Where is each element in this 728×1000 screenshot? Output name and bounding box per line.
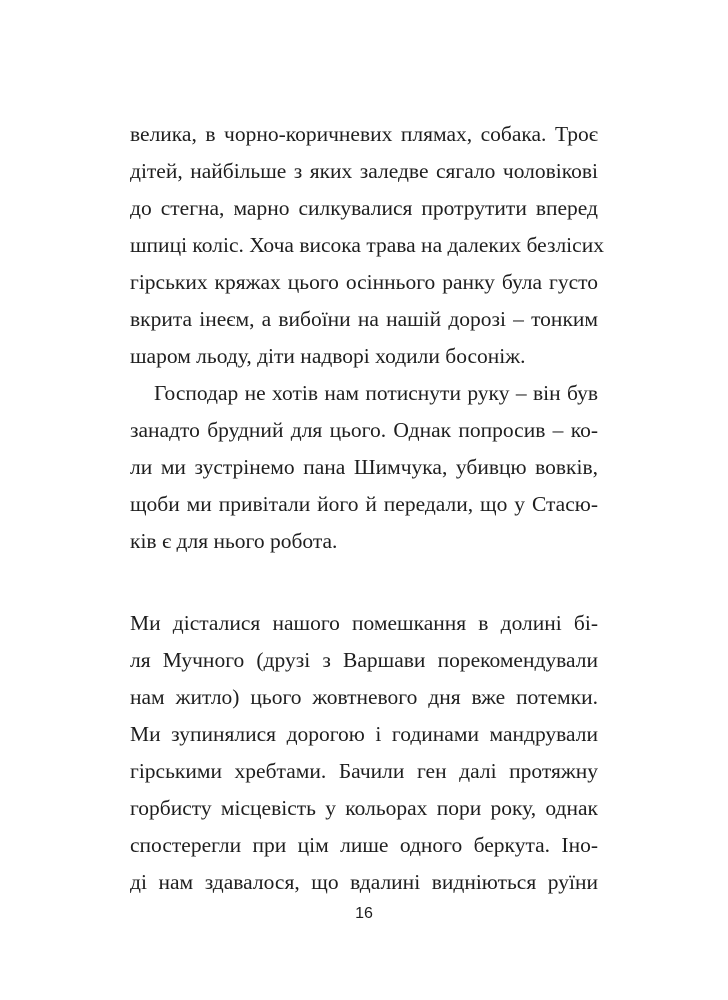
- text-line: гірськими хребтами. Бачили ген далі протяжну: [130, 759, 598, 783]
- page-number: 16: [355, 905, 373, 922]
- book-page: [130, 0, 604, 1000]
- text-line: нам житло) цього жовтневого дня вже потемки.: [130, 685, 598, 709]
- text-line: щоби ми привітали його й передали, що у Стасю-: [130, 492, 598, 516]
- text-line: шаром льоду, діти надворі ходили босоніж.: [130, 344, 526, 368]
- text-line: ді нам здавалося, що вдалині видніються руїни: [130, 870, 598, 894]
- text-line: шпиці коліс. Хоча висока трава на далеких безлісих: [130, 233, 604, 257]
- text-line: дітей, найбільше з яких заледве сягало чоловікові: [130, 159, 598, 183]
- text-line: Ми зупинялися дорогою і годинами мандрували: [130, 722, 598, 746]
- text-line: ків є для нього робота.: [130, 529, 338, 553]
- text-line: Господар не хотів нам потиснути руку – він був: [154, 381, 598, 405]
- text-line: Ми дісталися нашого помешкання в долині бі-: [130, 611, 598, 635]
- text-line: до стегна, марно силкувалися протрутити вперед: [130, 196, 598, 220]
- text-line: занадто брудний для цього. Однак попросив – ко-: [130, 418, 598, 442]
- text-line: велика, в чорно-коричневих плямах, собака. Троє: [130, 122, 598, 146]
- text-line: горбисту місцевість у кольорах пори року, однак: [130, 796, 598, 820]
- text-line: ли ми зустрінемо пана Шимчука, убивцю вовків,: [130, 455, 598, 479]
- text-line: гірських кряжах цього осіннього ранку була густо: [130, 270, 598, 294]
- text-line: спостерегли при цім лише одного беркута. Іно-: [130, 833, 598, 857]
- text-line: ля Мучного (друзі з Варшави порекомендували: [130, 648, 598, 672]
- text-line: вкрита інеєм, а вибоїни на нашій дорозі – тонким: [130, 307, 598, 331]
